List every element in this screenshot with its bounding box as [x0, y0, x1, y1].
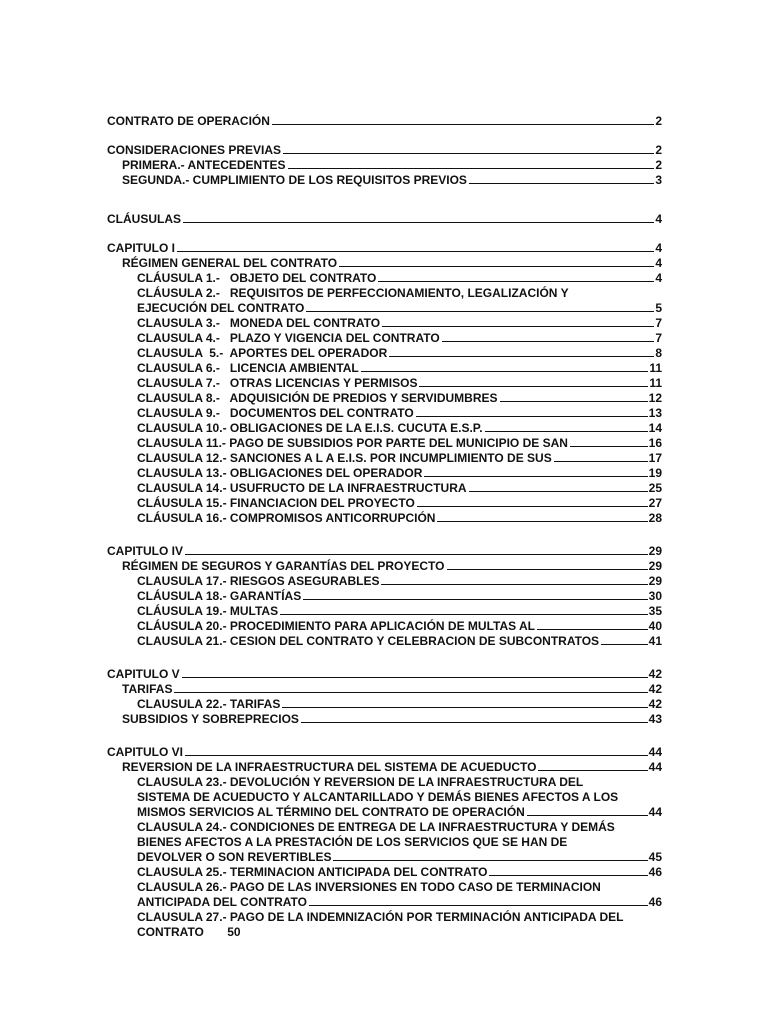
- toc-entry-title: CLÁUSULAS: [107, 212, 181, 226]
- toc-entry-title: REVERSION DE LA INFRAESTRUCTURA DEL SISTEMA DE ACUEDUCTO: [122, 760, 537, 774]
- toc-page-number: 44: [648, 745, 662, 759]
- toc-entry: [107, 361, 662, 376]
- toc-entry-title: CLAUSULA 6.- LICENCIA AMBIENTAL: [137, 361, 359, 375]
- toc-entry-title: CLÁUSULA 19.- MULTAS: [137, 604, 279, 618]
- toc-page-number: 29: [648, 574, 662, 588]
- toc-entry-title: CONSIDERACIONES PREVIAS: [107, 143, 282, 157]
- toc-entry-title: RÉGIMEN DE SEGUROS Y GARANTÍAS DEL PROYECTO: [122, 559, 445, 573]
- toc-entry: [107, 805, 662, 820]
- toc-entry-title: CLAUSULA 11.- PAGO DE SUBSIDIOS POR PARTE DEL MUNICIPIO DE SAN: [137, 436, 568, 450]
- toc-entry: [107, 241, 662, 256]
- toc-entry-title: CLÁUSULA 1.- OBJETO DEL CONTRATO: [137, 271, 377, 285]
- toc-page-number: 2: [655, 158, 662, 172]
- toc-page-number: 29: [648, 544, 662, 558]
- toc-entry: [107, 421, 662, 436]
- toc-entry-title: CLAUSULA 4.- PLAZO Y VIGENCIA DEL CONTRATO: [137, 331, 440, 345]
- toc-entry-title: BIENES AFECTOS A LA PRESTACIÓN DE LOS SERVICIOS QUE SE HAN DE: [137, 835, 568, 849]
- toc-entry-title: SUBSIDIOS Y SOBREPRECIOS: [122, 712, 299, 726]
- toc-page-number: 35: [648, 604, 662, 618]
- toc-page-number: 46: [648, 895, 662, 909]
- toc-entry-title: SISTEMA DE ACUEDUCTO Y ALCANTARILLADO Y DEMÁS BIENES AFECTOS A LOS: [137, 790, 619, 804]
- toc-entry-title: CLAUSULA 26.- PAGO DE LAS INVERSIONES EN TODO CASO DE TERMINACION: [137, 880, 601, 894]
- toc-line-continued: [107, 880, 662, 895]
- toc-entry: [107, 158, 662, 173]
- toc-entry: [107, 376, 662, 391]
- toc-page-number: 13: [648, 406, 662, 420]
- toc-entry: [107, 143, 662, 158]
- toc-entry-title: MISMOS SERVICIOS AL TÉRMINO DEL CONTRATO DE OPERACIÓN: [137, 805, 525, 819]
- toc-entry-title: CLAUSULA 5.- APORTES DEL OPERADOR: [137, 346, 388, 360]
- dot-leader: [288, 167, 655, 169]
- table-of-contents: [107, 114, 662, 940]
- dot-leader: [361, 370, 649, 372]
- toc-entry-title: CLAUSULA 22.- TARIFAS: [137, 697, 281, 711]
- toc-entry-title: CLAUSULA 25.- TERMINACION ANTICIPADA DEL CONTRATO: [137, 865, 488, 879]
- dot-leader: [301, 721, 648, 723]
- toc-entry-title: CLAUSULA 17.- RIESGOS ASEGURABLES: [137, 574, 380, 588]
- toc-page-number: 5: [655, 301, 662, 315]
- toc-page-number: 42: [648, 667, 662, 681]
- toc-entry-title: SEGUNDA.- CUMPLIMIENTO DE LOS REQUISITOS PREVIOS: [122, 173, 467, 187]
- dot-leader: [419, 385, 648, 387]
- toc-page-number: 30: [648, 589, 662, 603]
- toc-entry-title: CLAUSULA 21.- CESION DEL CONTRATO Y CELEBRACION DE SUBCONTRATOS: [137, 634, 600, 648]
- toc-page-number: 44: [648, 760, 662, 774]
- toc-page-number: 27: [648, 496, 662, 510]
- dot-leader: [382, 325, 654, 327]
- toc-page-number: 4: [655, 212, 662, 226]
- toc-page-number: 4: [655, 241, 662, 255]
- toc-entry: [107, 850, 662, 865]
- dot-leader: [182, 676, 648, 678]
- toc-entry-title: CLAUSULA 3.- MONEDA DEL CONTRATO: [137, 316, 381, 330]
- dot-leader: [185, 754, 648, 756]
- toc-page-number: 12: [648, 391, 662, 405]
- toc-entry: [107, 391, 662, 406]
- toc-entry-title: EJECUCIÓN DEL CONTRATO: [137, 301, 305, 315]
- toc-entry: [107, 544, 662, 559]
- dot-leader: [283, 152, 654, 154]
- toc-page-number: 14: [648, 421, 662, 435]
- toc-page-number: 25: [648, 481, 662, 495]
- toc-page-number: 42: [648, 697, 662, 711]
- toc-line-continued: [107, 820, 662, 835]
- toc-entry: [107, 466, 662, 481]
- toc-line-continued: [107, 775, 662, 790]
- toc-entry: [107, 346, 662, 361]
- dot-leader: [538, 769, 647, 771]
- toc-entry: [107, 667, 662, 682]
- toc-entry-title: CONTRATO DE OPERACIÓN: [107, 114, 270, 128]
- toc-page-number: 17: [648, 451, 662, 465]
- toc-page-number: 28: [648, 511, 662, 525]
- toc-entry: [107, 331, 662, 346]
- toc-page-number: 11: [649, 376, 662, 390]
- toc-line-continued: [107, 835, 662, 850]
- dot-leader: [416, 415, 648, 417]
- toc-page-number: 4: [655, 271, 662, 285]
- dot-leader: [500, 400, 648, 402]
- toc-entry: [107, 745, 662, 760]
- toc-line-continued: [107, 790, 662, 805]
- toc-entry-title: RÉGIMEN GENERAL DEL CONTRATO: [122, 256, 338, 270]
- toc-entry: [107, 511, 662, 526]
- dot-leader: [437, 520, 647, 522]
- toc-page-number: 44: [648, 805, 662, 819]
- toc-entry-title: CLAUSULA 7.- OTRAS LICENCIAS Y PERMISOS: [137, 376, 418, 390]
- toc-entry: [107, 895, 662, 910]
- toc-page-number: 42: [648, 682, 662, 696]
- toc-entry: [107, 301, 662, 316]
- dot-leader: [469, 182, 654, 184]
- toc-entry-title: CLAUSULA 27.- PAGO DE LA INDEMNIZACIÓN POR TERMINACIÓN ANTICIPADA DEL: [137, 910, 624, 924]
- toc-entry: [107, 712, 662, 727]
- toc-entry-title: DEVOLVER O SON REVERTIBLES: [137, 850, 332, 864]
- dot-leader: [174, 691, 647, 693]
- toc-page-number: 3: [655, 173, 662, 187]
- toc-entry: [107, 760, 662, 775]
- toc-page-number: 43: [648, 712, 662, 726]
- toc-entry: [107, 559, 662, 574]
- toc-entry: [107, 619, 662, 634]
- dot-leader: [469, 490, 648, 492]
- toc-entry-title: CAPITULO I: [107, 241, 175, 255]
- dot-leader: [442, 340, 655, 342]
- dot-leader: [537, 628, 648, 630]
- toc-entry-title: CLAUSULA 23.- DEVOLUCIÓN Y REVERSION DE LA INFRAESTRUCTURA DEL: [137, 775, 584, 789]
- toc-entry-title: CAPITULO V: [107, 667, 180, 681]
- dot-leader: [489, 874, 647, 876]
- toc-entry: [107, 574, 662, 589]
- toc-entry: [107, 212, 662, 227]
- dot-leader: [339, 265, 654, 267]
- dot-leader: [570, 445, 648, 447]
- toc-entry-title: CLAUSULA 24.- CONDICIONES DE ENTREGA DE LA INFRAESTRUCTURA Y DEMÁS: [137, 820, 615, 834]
- toc-entry: [107, 481, 662, 496]
- dot-leader: [183, 221, 654, 223]
- dot-leader: [554, 460, 648, 462]
- toc-page-number: 29: [648, 559, 662, 573]
- toc-page-number: 7: [655, 316, 662, 330]
- dot-leader: [185, 553, 648, 555]
- dot-leader: [601, 643, 648, 645]
- dot-leader: [282, 706, 647, 708]
- toc-entry: [107, 589, 662, 604]
- toc-entry-title: CLAUSULA 10.- OBLIGACIONES DE LA E.I.S. CUCUTA E.S.P.: [137, 421, 483, 435]
- toc-page-number: 7: [655, 331, 662, 345]
- toc-entry-title: CLÁUSULA 16.- COMPROMISOS ANTICORRUPCIÓN: [137, 511, 436, 525]
- toc-entry: [107, 697, 662, 712]
- toc-entry-title: PRIMERA.- ANTECEDENTES: [122, 158, 286, 172]
- toc-entry-title: TARIFAS: [122, 682, 173, 696]
- dot-leader: [280, 613, 648, 615]
- toc-entry: [107, 682, 662, 697]
- toc-entry: [107, 451, 662, 466]
- toc-page-number: 40: [648, 619, 662, 633]
- dot-leader: [381, 583, 647, 585]
- toc-entry: [107, 316, 662, 331]
- toc-page-number: 16: [648, 436, 662, 450]
- dot-leader: [527, 814, 648, 816]
- dot-leader: [485, 430, 648, 432]
- toc-entry-title: CLAUSULA 8.- ADQUISICIÓN DE PREDIOS Y SERVIDUMBRES: [137, 391, 498, 405]
- toc-entry-title: CAPITULO VI: [107, 745, 184, 759]
- dot-leader: [303, 598, 647, 600]
- toc-entry: [107, 271, 662, 286]
- toc-entry: [107, 604, 662, 619]
- dot-leader: [306, 310, 654, 312]
- dot-leader: [424, 475, 647, 477]
- toc-page-number: 2: [655, 143, 662, 157]
- dot-leader: [389, 355, 654, 357]
- toc-entry-title: CLAUSULA 13.- OBLIGACIONES DEL OPERADOR: [137, 466, 423, 480]
- toc-line-continued: [107, 910, 662, 925]
- toc-entry: [107, 256, 662, 271]
- toc-entry-title: CLÁUSULA 15.- FINANCIACION DEL PROYECTO: [137, 496, 415, 510]
- toc-entry-title: CLÁUSULA 2.- REQUISITOS DE PERFECCIONAMIENTO, LEGALIZACIÓN Y: [137, 286, 569, 300]
- toc-entry-title: CLAUSULA 14.- USUFRUCTO DE LA INFRAESTRUCTURA: [137, 481, 467, 495]
- toc-page-number: 19: [648, 466, 662, 480]
- toc-entry-title: CLÁUSULA 20.- PROCEDIMIENTO PARA APLICACIÓN DE MULTAS AL: [137, 619, 536, 633]
- toc-entry: [107, 173, 662, 188]
- toc-page-number: 8: [655, 346, 662, 360]
- dot-leader: [309, 904, 648, 906]
- toc-page-number: 45: [648, 850, 662, 864]
- toc-page-number: 11: [649, 361, 662, 375]
- toc-entry-title: CLAUSULA 9.- DOCUMENTOS DEL CONTRATO: [137, 406, 414, 420]
- toc-entry-title: CONTRATO 50: [137, 925, 241, 939]
- toc-entry-title: CAPITULO IV: [107, 544, 184, 558]
- toc-entry-title: CLÁUSULA 18.- GARANTÍAS: [137, 589, 302, 603]
- toc-page-number: 41: [648, 634, 662, 648]
- toc-page-number: 46: [648, 865, 662, 879]
- toc-entry: [107, 406, 662, 421]
- toc-line-continued: [107, 286, 662, 301]
- toc-entry: [107, 496, 662, 511]
- toc-entry: [107, 634, 662, 649]
- dot-leader: [417, 505, 648, 507]
- toc-entry-title: CLAUSULA 12.- SANCIONES A L A E.I.S. POR INCUMPLIMIENTO DE SUS: [137, 451, 552, 465]
- toc-line-continued: [107, 925, 662, 940]
- toc-entry: [107, 114, 662, 129]
- dot-leader: [447, 568, 648, 570]
- toc-entry-title: ANTICIPADA DEL CONTRATO: [137, 895, 307, 909]
- dot-leader: [333, 859, 647, 861]
- toc-page-number: 2: [655, 114, 662, 128]
- dot-leader: [272, 123, 654, 125]
- dot-leader: [378, 280, 654, 282]
- toc-entry: [107, 436, 662, 451]
- dot-leader: [177, 250, 654, 252]
- toc-entry: [107, 865, 662, 880]
- toc-page-number: 4: [655, 256, 662, 270]
